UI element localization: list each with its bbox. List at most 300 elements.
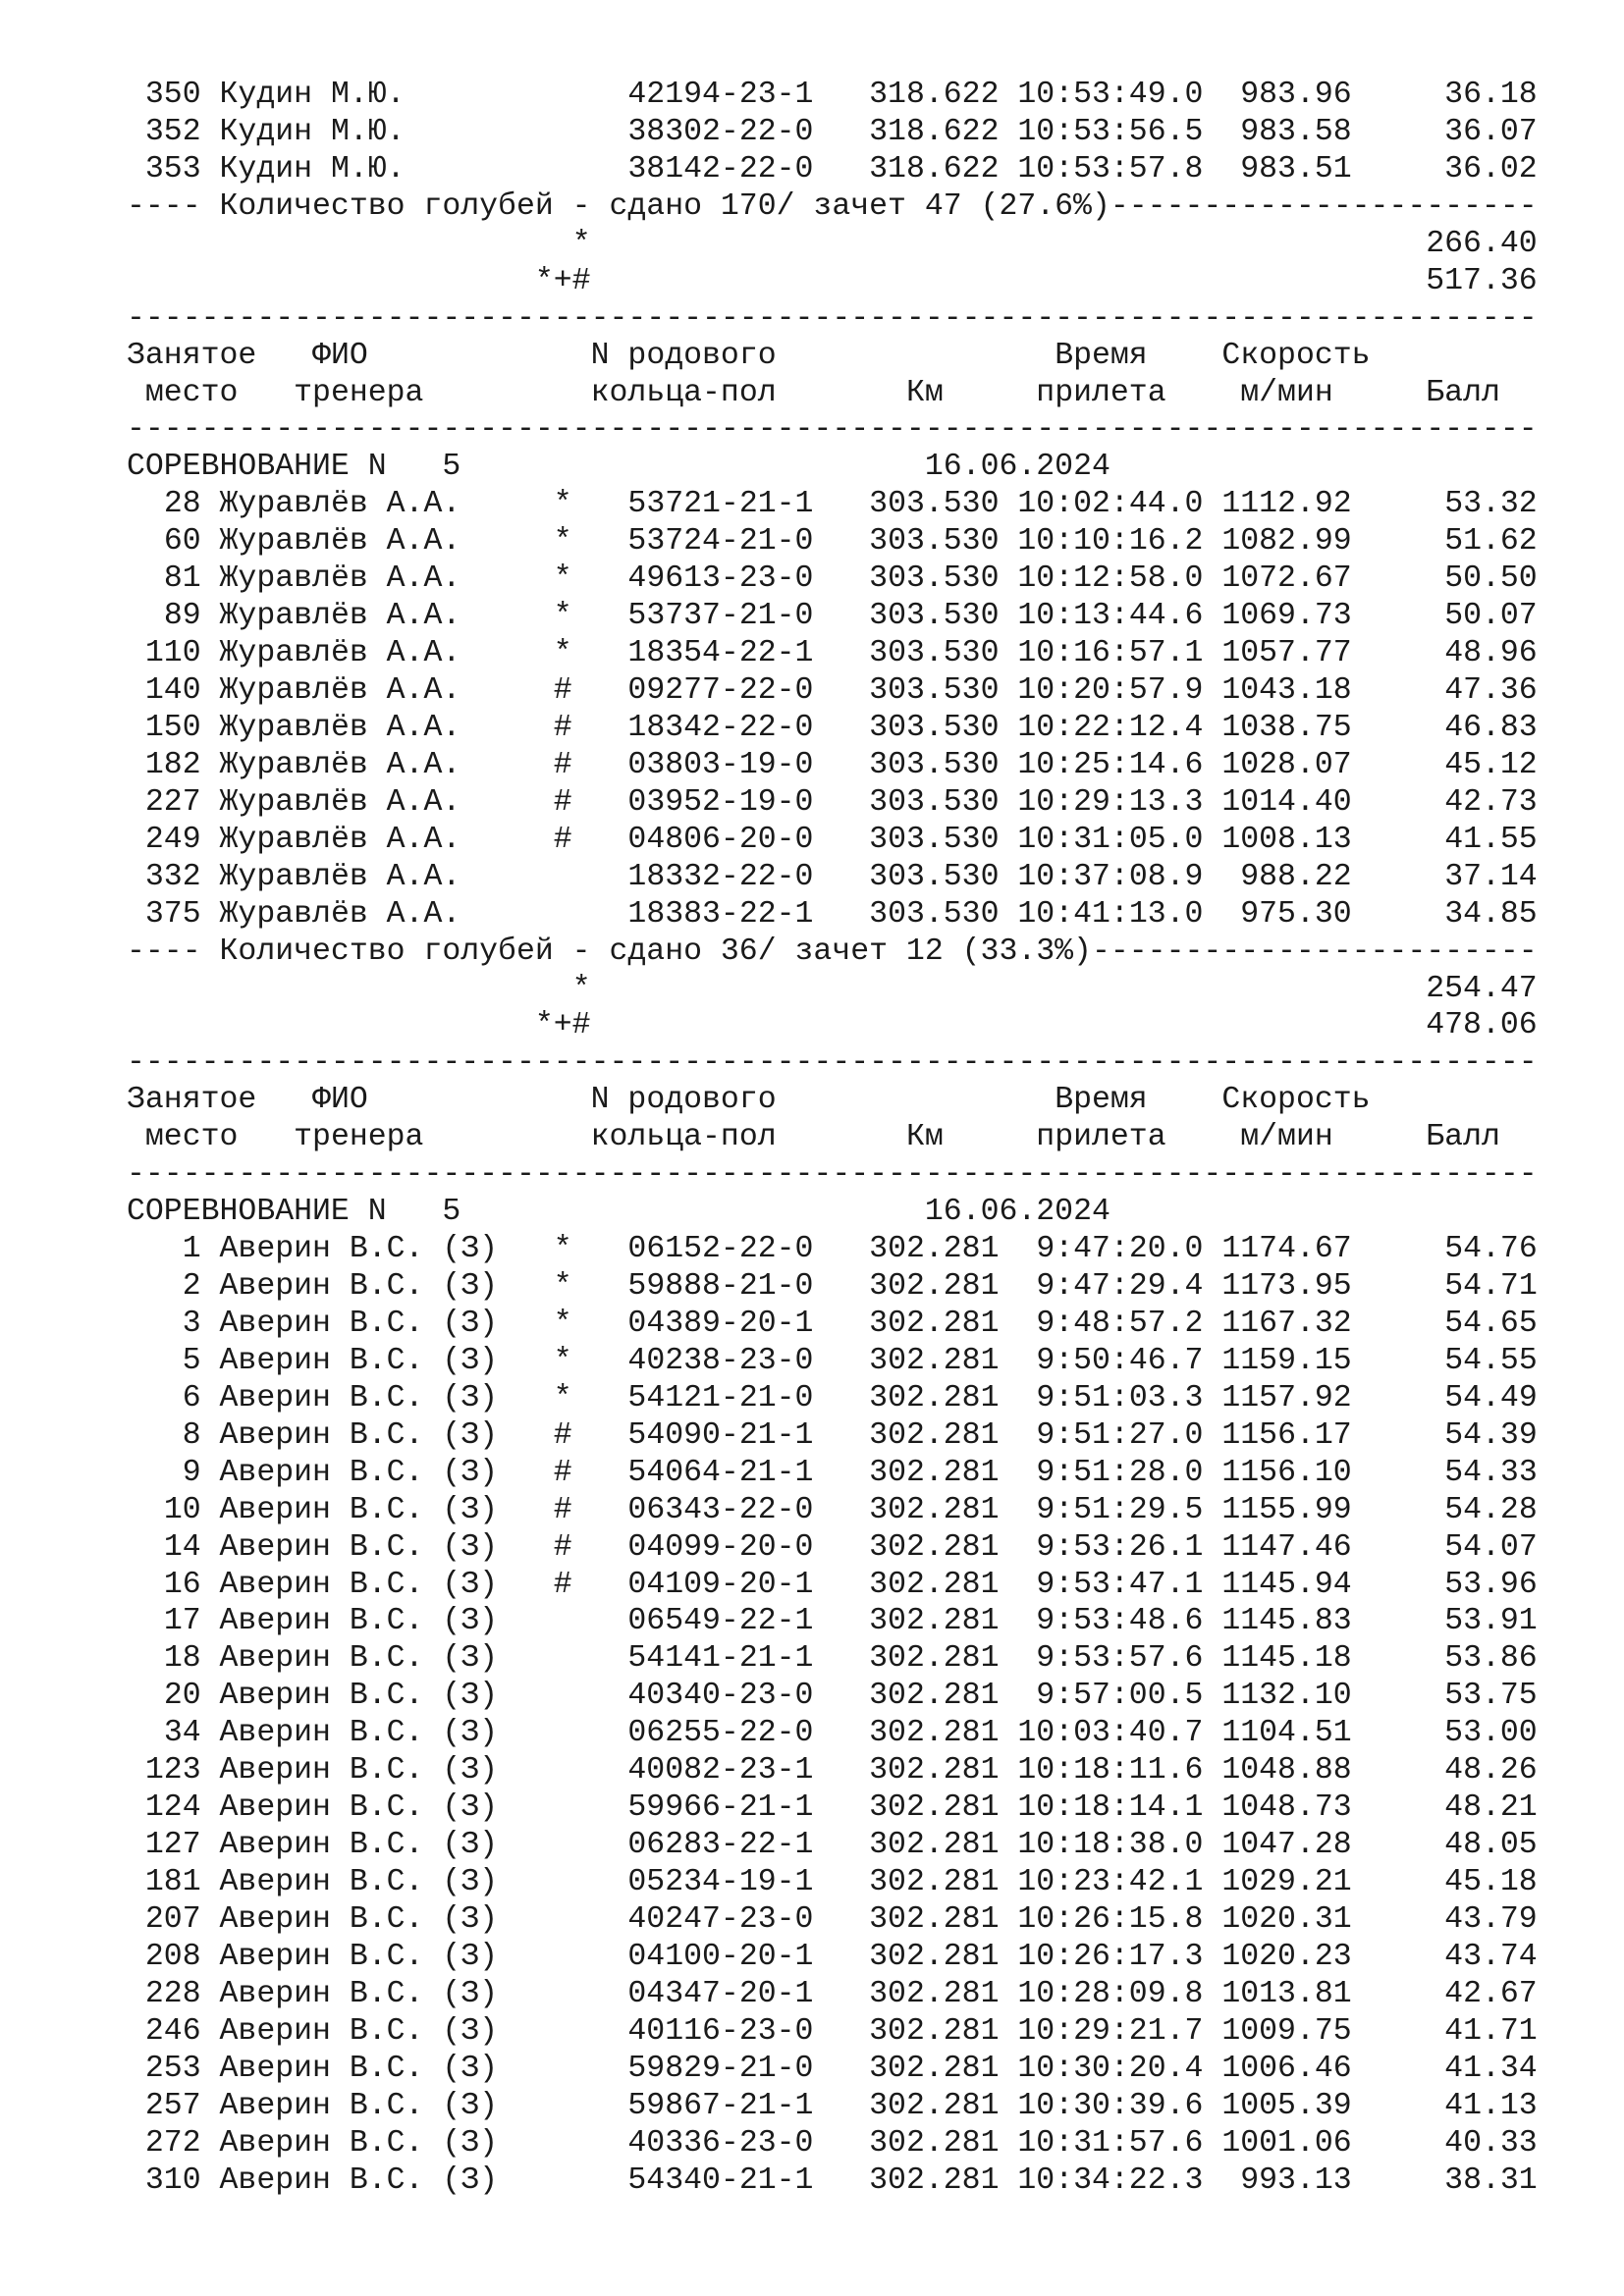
ring-number: 54090-21-1: [627, 1417, 814, 1453]
arrival-time: 9:50:46.7: [1036, 1343, 1204, 1378]
place: 9: [182, 1455, 201, 1490]
result-row: [127, 1567, 1538, 1604]
header-place: Занятое: [127, 338, 257, 373]
distance-km: 302.281: [869, 1306, 1000, 1341]
mark: #: [553, 822, 572, 857]
summary-star-line: [127, 226, 1538, 263]
distance-km: 302.281: [869, 1939, 1000, 1974]
distance-km: 302.281: [869, 2051, 1000, 2086]
place: 207: [144, 1901, 201, 1937]
mark: *: [553, 524, 572, 560]
distance-km: 302.281: [869, 2163, 1000, 2198]
speed: 1057.77: [1221, 636, 1352, 671]
speed: 983.96: [1240, 78, 1352, 112]
trainer-name: Журавлёв А.А.: [219, 561, 461, 597]
score: 46.83: [1444, 710, 1538, 745]
speed: 1038.75: [1221, 710, 1352, 745]
score: 53.96: [1444, 1567, 1538, 1602]
score: 43.74: [1444, 1939, 1538, 1974]
score: 34.85: [1444, 896, 1538, 932]
distance-km: 302.281: [869, 1716, 1000, 1751]
score: 54.07: [1444, 1529, 1538, 1565]
arrival-time: 9:51:27.0: [1036, 1417, 1204, 1453]
speed: 983.51: [1240, 151, 1352, 187]
header-time-2: прилета: [1036, 1120, 1166, 1155]
distance-km: 302.281: [869, 1790, 1000, 1826]
trainer-name: Аверин В.С. (З): [219, 1976, 499, 2011]
header-ring-2: кольца-пол: [590, 375, 777, 410]
summary-count: Количество голубей - сдано 170/ зачет 47 (27.6%): [219, 188, 1110, 224]
speed: 1147.46: [1221, 1529, 1352, 1565]
result-row: [127, 1640, 1538, 1678]
distance-km: 303.530: [869, 859, 1000, 894]
trainer-name: Журавлёв А.А.: [219, 784, 461, 820]
speed: 1014.40: [1221, 784, 1352, 820]
ring-number: 53724-21-0: [627, 524, 814, 560]
result-row: [127, 1789, 1538, 1827]
ring-number: 05234-19-1: [627, 1865, 814, 1899]
score: 53.75: [1444, 1679, 1538, 1714]
speed: 1173.95: [1221, 1269, 1352, 1304]
trainer-name: Аверин В.С. (З): [219, 1529, 499, 1565]
speed: 975.30: [1240, 896, 1352, 932]
ring-number: 59867-21-1: [627, 2088, 814, 2123]
arrival-time: 9:51:29.5: [1036, 1492, 1204, 1527]
arrival-time: 10:41:13.0: [1017, 896, 1204, 932]
summary-line: ---- Количество голубей - сдано 36/ зачет 12 (33.3%)------------------------: [127, 934, 1538, 969]
mark: #: [553, 747, 572, 782]
place: 89: [163, 599, 201, 634]
mark: *: [553, 1232, 572, 1267]
trainer-name: Журавлёв А.А.: [219, 859, 461, 894]
mark: *: [553, 1380, 572, 1415]
score: 54.49: [1444, 1380, 1538, 1415]
ring-number: 59966-21-1: [627, 1790, 814, 1826]
distance-km: 302.281: [869, 1417, 1000, 1453]
header-name-2: тренера: [294, 1120, 424, 1155]
column-header-line-2: [127, 1119, 1538, 1156]
header-time: Время: [1055, 338, 1148, 373]
speed: 1009.75: [1221, 2013, 1352, 2049]
trainer-name: Аверин В.С. (З): [219, 1417, 499, 1453]
arrival-time: 10:18:38.0: [1017, 1828, 1204, 1863]
score: 53.86: [1444, 1641, 1538, 1677]
header-score: Балл: [1426, 375, 1500, 410]
header-time: Время: [1055, 1083, 1148, 1118]
mark: *: [553, 1306, 572, 1341]
arrival-time: 10:18:14.1: [1017, 1790, 1204, 1826]
distance-km: 303.530: [869, 599, 1000, 634]
arrival-time: 10:29:13.3: [1017, 784, 1204, 820]
result-row: [127, 747, 1538, 784]
distance-km: 302.281: [869, 1865, 1000, 1899]
ring-number: 18354-22-1: [627, 636, 814, 671]
ring-number: 06152-22-0: [627, 1232, 814, 1267]
score: 54.33: [1444, 1455, 1538, 1490]
header-speed: Скорость: [1221, 1083, 1371, 1118]
summary-line: ---- Количество голубей - сдано 170/ зачет 47 (27.6%)-----------------------: [127, 188, 1538, 224]
place: 16: [163, 1567, 201, 1602]
speed: 1104.51: [1221, 1716, 1352, 1751]
header-time-2: прилета: [1036, 375, 1166, 410]
trainer-name: Кудин М.Ю.: [219, 114, 406, 149]
competition-line: [127, 449, 1538, 486]
result-row: [127, 1268, 1538, 1306]
distance-km: 302.281: [869, 1753, 1000, 1789]
speed: 1020.31: [1221, 1901, 1352, 1937]
place: 272: [144, 2125, 201, 2161]
distance-km: 303.530: [869, 673, 1000, 708]
score: 36.02: [1444, 151, 1538, 187]
header-km: Км: [905, 1120, 944, 1155]
summary-star-label: *: [571, 226, 591, 261]
result-row: [127, 1231, 1538, 1268]
summary-star-value: 254.47: [1426, 971, 1538, 1006]
section-divider: ----------------------------------------------------------------------------: [127, 300, 1538, 336]
arrival-time: 9:51:03.3: [1036, 1380, 1204, 1415]
distance-km: 302.281: [869, 1976, 1000, 2011]
place: 352: [144, 114, 201, 149]
trainer-name: Аверин В.С. (З): [219, 1604, 499, 1639]
speed: 1156.10: [1221, 1455, 1352, 1490]
trainer-name: Кудин М.Ю.: [219, 78, 406, 112]
result-row: [127, 561, 1538, 598]
distance-km: 318.622: [869, 114, 1000, 149]
trainer-name: Аверин В.С. (З): [219, 1380, 499, 1415]
ring-number: 40238-23-0: [627, 1343, 814, 1378]
score: 41.71: [1444, 2013, 1538, 2049]
result-row: [127, 1752, 1538, 1789]
speed: 1155.99: [1221, 1492, 1352, 1527]
trainer-name: Аверин В.С. (З): [219, 2125, 499, 2161]
place: 28: [163, 487, 201, 522]
result-row: [127, 486, 1538, 523]
place: 60: [163, 524, 201, 560]
trainer-name: Журавлёв А.А.: [219, 822, 461, 857]
place: 150: [144, 710, 201, 745]
ring-number: 06549-22-1: [627, 1604, 814, 1639]
arrival-time: 9:53:26.1: [1036, 1529, 1204, 1565]
distance-km: 303.530: [869, 561, 1000, 597]
mark: #: [553, 1492, 572, 1527]
trainer-name: Журавлёв А.А.: [219, 636, 461, 671]
trainer-name: Аверин В.С. (З): [219, 1865, 499, 1899]
speed: 983.58: [1240, 114, 1352, 149]
place: 140: [144, 673, 201, 708]
place: 8: [182, 1417, 201, 1453]
place: 257: [144, 2088, 201, 2123]
header-divider: ----------------------------------------------------------------------------: [127, 412, 1538, 448]
arrival-time: 9:53:48.6: [1036, 1604, 1204, 1639]
header-km: Км: [905, 375, 944, 410]
result-row: [127, 1455, 1538, 1492]
score: 48.26: [1444, 1753, 1538, 1789]
report-section: [127, 338, 1538, 1083]
distance-km: 302.281: [869, 1492, 1000, 1527]
trainer-name: Аверин В.С. (З): [219, 2163, 499, 2198]
ring-number: 04389-20-1: [627, 1306, 814, 1341]
trainer-name: Журавлёв А.А.: [219, 747, 461, 782]
place: 124: [144, 1790, 201, 1826]
mark: #: [553, 673, 572, 708]
score: 45.18: [1444, 1865, 1538, 1899]
distance-km: 302.281: [869, 2125, 1000, 2161]
place: 2: [182, 1269, 201, 1304]
result-row: [127, 635, 1538, 672]
arrival-time: 10:02:44.0: [1017, 487, 1204, 522]
score: 50.50: [1444, 561, 1538, 597]
place: 123: [144, 1753, 201, 1789]
trainer-name: Аверин В.С. (З): [219, 1455, 499, 1490]
speed: 1029.21: [1221, 1865, 1352, 1899]
competition-number: 5: [442, 1195, 461, 1230]
header-ring: N родового: [590, 338, 777, 373]
distance-km: 303.530: [869, 747, 1000, 782]
ring-number: 18383-22-1: [627, 896, 814, 932]
speed: 1174.67: [1221, 1232, 1352, 1267]
summary-starhash-value: 517.36: [1426, 263, 1538, 298]
trainer-name: Аверин В.С. (З): [219, 1753, 499, 1789]
result-row: [127, 1417, 1538, 1455]
place: 332: [144, 859, 201, 894]
arrival-time: 9:47:20.0: [1036, 1232, 1204, 1267]
trainer-name: Журавлёв А.А.: [219, 710, 461, 745]
score: 48.05: [1444, 1828, 1538, 1863]
ring-number: 04347-20-1: [627, 1976, 814, 2011]
header-name-2: тренера: [294, 375, 424, 410]
arrival-time: 10:22:12.4: [1017, 710, 1204, 745]
arrival-time: 9:53:57.6: [1036, 1641, 1204, 1677]
result-row: [127, 1939, 1538, 1976]
place: 3: [182, 1306, 201, 1341]
place: 5: [182, 1343, 201, 1378]
place: 228: [144, 1976, 201, 2011]
place: 6: [182, 1380, 201, 1415]
result-row: [127, 77, 1538, 114]
mark: *: [553, 1269, 572, 1304]
speed: 1008.13: [1221, 822, 1352, 857]
ring-number: 40247-23-0: [627, 1901, 814, 1937]
ring-number: 06343-22-0: [627, 1492, 814, 1527]
ring-number: 59888-21-0: [627, 1269, 814, 1304]
competition-line: [127, 1194, 1538, 1231]
arrival-time: 10:25:14.6: [1017, 747, 1204, 782]
arrival-time: 10:30:39.6: [1017, 2088, 1204, 2123]
speed: 1167.32: [1221, 1306, 1352, 1341]
score: 54.71: [1444, 1269, 1538, 1304]
place: 127: [144, 1828, 201, 1863]
summary-starhash-label: *+#: [534, 1008, 591, 1043]
trainer-name: Журавлёв А.А.: [219, 524, 461, 560]
header-place-2: место: [144, 1120, 239, 1155]
ring-number: 38142-22-0: [627, 151, 814, 187]
summary-starhash-value: 478.06: [1426, 1008, 1538, 1043]
summary-star-line: [127, 971, 1538, 1008]
result-row: [127, 2013, 1538, 2051]
speed: 1043.18: [1221, 673, 1352, 708]
distance-km: 302.281: [869, 2088, 1000, 2123]
mark: *: [553, 636, 572, 671]
report-section: [127, 1082, 1538, 2199]
trainer-name: Журавлёв А.А.: [219, 599, 461, 634]
distance-km: 302.281: [869, 1343, 1000, 1378]
distance-km: 302.281: [869, 1828, 1000, 1863]
column-header-line-2: [127, 375, 1538, 412]
distance-km: 302.281: [869, 1567, 1000, 1602]
place: 1: [182, 1232, 201, 1267]
results-report: [127, 77, 1538, 2199]
trainer-name: Аверин В.С. (З): [219, 2051, 499, 2086]
trainer-name: Журавлёв А.А.: [219, 487, 461, 522]
ring-number: 59829-21-0: [627, 2051, 814, 2086]
ring-number: 38302-22-0: [627, 114, 814, 149]
ring-number: 40082-23-1: [627, 1753, 814, 1789]
mark: *: [553, 1343, 572, 1378]
mark: #: [553, 710, 572, 745]
speed: 1006.46: [1221, 2051, 1352, 2086]
score: 38.31: [1444, 2163, 1538, 2198]
result-row: [127, 1380, 1538, 1417]
result-row: [127, 859, 1538, 896]
distance-km: 302.281: [869, 1269, 1000, 1304]
score: 53.91: [1444, 1604, 1538, 1639]
place: 34: [163, 1716, 201, 1751]
arrival-time: 9:47:29.4: [1036, 1269, 1204, 1304]
arrival-time: 9:57:00.5: [1036, 1679, 1204, 1714]
place: 14: [163, 1529, 201, 1565]
result-row: [127, 2125, 1538, 2163]
result-row: [127, 1715, 1538, 1752]
place: 375: [144, 896, 201, 932]
header-speed-2: м/мин: [1240, 1120, 1333, 1155]
competition-date: 16.06.2024: [924, 1195, 1110, 1230]
mark: *: [553, 487, 572, 522]
trainer-name: Аверин В.С. (З): [219, 1716, 499, 1751]
ring-number: 03952-19-0: [627, 784, 814, 820]
header-place: Занятое: [127, 1083, 257, 1118]
mark: *: [553, 599, 572, 634]
ring-number: 53721-21-1: [627, 487, 814, 522]
header-name: ФИО: [312, 338, 368, 373]
ring-number: 04806-20-0: [627, 822, 814, 857]
arrival-time: 10:29:21.7: [1017, 2013, 1204, 2049]
mark: #: [553, 1529, 572, 1565]
score: 43.79: [1444, 1901, 1538, 1937]
trainer-name: Аверин В.С. (З): [219, 1232, 499, 1267]
ring-number: 03803-19-0: [627, 747, 814, 782]
arrival-time: 10:20:57.9: [1017, 673, 1204, 708]
distance-km: 318.622: [869, 78, 1000, 112]
place: 246: [144, 2013, 201, 2049]
mark: #: [553, 1455, 572, 1490]
ring-number: 18332-22-0: [627, 859, 814, 894]
distance-km: 302.281: [869, 1604, 1000, 1639]
header-divider: ----------------------------------------------------------------------------: [127, 1157, 1538, 1193]
score: 41.13: [1444, 2088, 1538, 2123]
mark: *: [553, 561, 572, 597]
arrival-time: 10:26:15.8: [1017, 1901, 1204, 1937]
result-row: [127, 1343, 1538, 1380]
speed: 1072.67: [1221, 561, 1352, 597]
ring-number: 42194-23-1: [627, 78, 814, 112]
summary-star-label: *: [571, 971, 591, 1006]
score: 42.67: [1444, 1976, 1538, 2011]
distance-km: 302.281: [869, 1232, 1000, 1267]
trainer-name: Аверин В.С. (З): [219, 2088, 499, 2123]
ring-number: 04099-20-0: [627, 1529, 814, 1565]
speed: 1047.28: [1221, 1828, 1352, 1863]
arrival-time: 10:23:42.1: [1017, 1865, 1204, 1899]
summary-star-value: 266.40: [1426, 226, 1538, 261]
speed: 1112.92: [1221, 487, 1352, 522]
arrival-time: 10:13:44.6: [1017, 599, 1204, 634]
trainer-name: Журавлёв А.А.: [219, 673, 461, 708]
header-score: Балл: [1426, 1120, 1500, 1155]
place: 10: [163, 1492, 201, 1527]
result-row: [127, 1603, 1538, 1640]
trainer-name: Аверин В.С. (З): [219, 1306, 499, 1341]
speed: 1020.23: [1221, 1939, 1352, 1974]
score: 41.34: [1444, 2051, 1538, 2086]
place: 227: [144, 784, 201, 820]
distance-km: 303.530: [869, 822, 1000, 857]
arrival-time: 10:53:56.5: [1017, 114, 1204, 149]
trainer-name: Аверин В.С. (З): [219, 1343, 499, 1378]
header-speed: Скорость: [1221, 338, 1371, 373]
distance-km: 303.530: [869, 524, 1000, 560]
distance-km: 302.281: [869, 1455, 1000, 1490]
result-row: [127, 2088, 1538, 2125]
place: 20: [163, 1679, 201, 1714]
ring-number: 54064-21-1: [627, 1455, 814, 1490]
speed: 1145.18: [1221, 1641, 1352, 1677]
result-row: [127, 1976, 1538, 2013]
score: 45.12: [1444, 747, 1538, 782]
arrival-time: 10:53:57.8: [1017, 151, 1204, 187]
speed: 1013.81: [1221, 1976, 1352, 2011]
arrival-time: 10:16:57.1: [1017, 636, 1204, 671]
arrival-time: 10:26:17.3: [1017, 1939, 1204, 1974]
speed: 1157.92: [1221, 1380, 1352, 1415]
summary-starhash-line: [127, 1007, 1538, 1044]
distance-km: 303.530: [869, 636, 1000, 671]
ring-number: 54141-21-1: [627, 1641, 814, 1677]
trainer-name: Аверин В.С. (З): [219, 1679, 499, 1714]
place: 350: [144, 78, 201, 112]
result-row: [127, 1529, 1538, 1567]
distance-km: 302.281: [869, 1641, 1000, 1677]
summary-count: Количество голубей - сдано 36/ зачет 12 (33.3%): [219, 934, 1092, 969]
column-header-line-1: [127, 338, 1538, 375]
ring-number: 54340-21-1: [627, 2163, 814, 2198]
header-ring-2: кольца-пол: [590, 1120, 777, 1155]
result-row: [127, 1678, 1538, 1715]
result-row: [127, 151, 1538, 188]
result-row: [127, 114, 1538, 151]
trainer-name: Аверин В.С. (З): [219, 1939, 499, 1974]
speed: 1082.99: [1221, 524, 1352, 560]
place: 110: [144, 636, 201, 671]
distance-km: 303.530: [869, 896, 1000, 932]
result-row: [127, 523, 1538, 561]
summary-starhash-line: [127, 263, 1538, 300]
result-row: [127, 2163, 1538, 2200]
place: 353: [144, 151, 201, 187]
result-row: [127, 672, 1538, 710]
trainer-name: Аверин В.С. (З): [219, 1567, 499, 1602]
arrival-time: 10:12:58.0: [1017, 561, 1204, 597]
ring-number: 04100-20-1: [627, 1939, 814, 1974]
